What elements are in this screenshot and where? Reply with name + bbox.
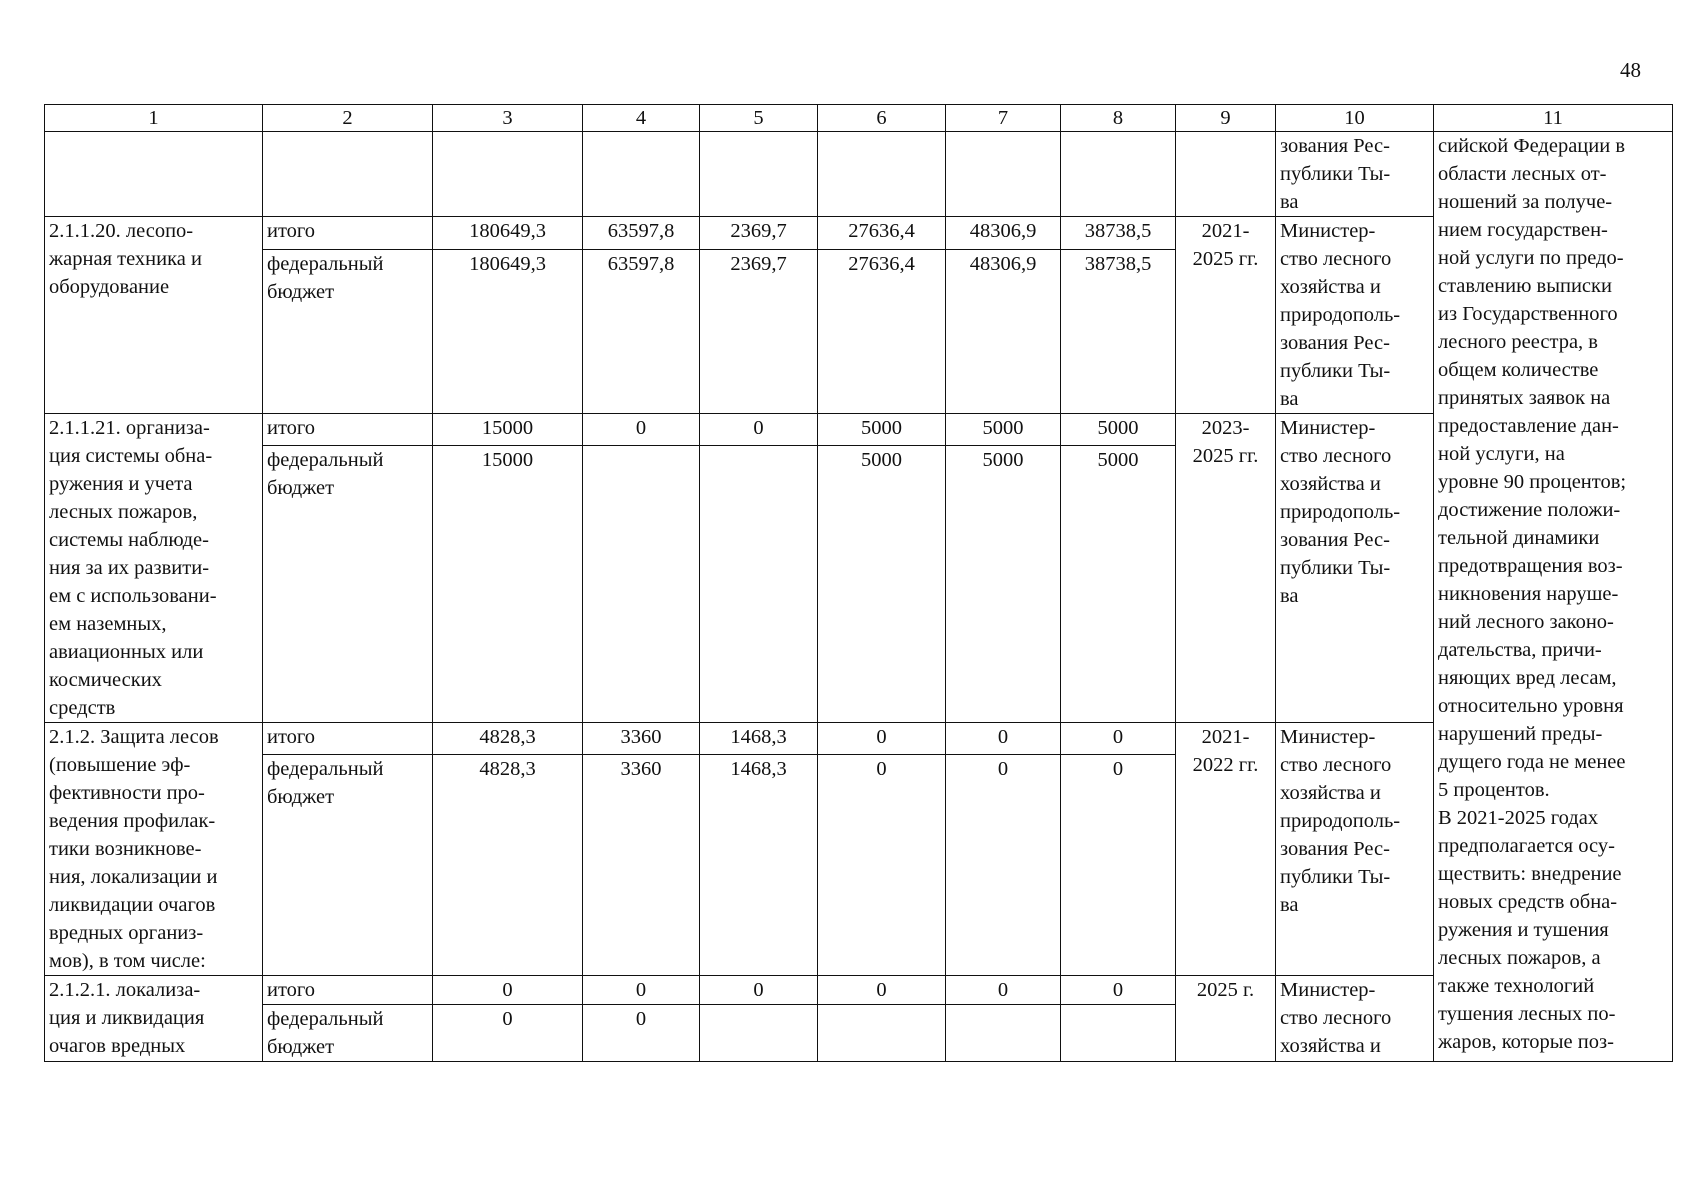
header-col-3: 3 [433, 105, 583, 132]
source-federal-label: федеральный бюджет [263, 755, 433, 976]
federal-value-col-7: 5000 [946, 446, 1061, 723]
total-value-col-3: 15000 [433, 414, 583, 446]
total-value-col-5: 2369,7 [700, 217, 818, 250]
measure-name: 2.1.1.20. лесопо- жарная техника и оборудование [45, 217, 263, 414]
period: 2023- 2025 гг. [1176, 414, 1276, 723]
program-row-total [45, 414, 1673, 446]
header-col-1: 1 [45, 105, 263, 132]
measure-name: 2.1.1.21. организа- ция системы обна- ружения и учета лесных пожаров, системы наблюде- ния за их развити- ем с использовани- ем наземных, авиационных или космических средств [45, 414, 263, 723]
source-total-label: итого [263, 414, 433, 446]
cont-col-3 [433, 132, 583, 217]
header-col-6: 6 [818, 105, 946, 132]
cont-col-6 [818, 132, 946, 217]
federal-value-col-7: 0 [946, 755, 1061, 976]
federal-value-col-5 [700, 446, 818, 723]
header-col-7: 7 [946, 105, 1061, 132]
page-number: 48 [1620, 58, 1641, 82]
federal-value-col-8: 5000 [1061, 446, 1176, 723]
total-value-col-3: 0 [433, 976, 583, 1005]
header-col-4: 4 [583, 105, 700, 132]
source-federal-label: федеральный бюджет [263, 1005, 433, 1062]
total-value-col-6: 0 [818, 723, 946, 755]
executor: Министер- ство лесного хозяйства и природополь- зования Рес- публики Ты- ва [1276, 217, 1434, 414]
federal-value-col-4: 63597,8 [583, 249, 700, 413]
total-value-col-7: 0 [946, 723, 1061, 755]
total-value-col-5: 1468,3 [700, 723, 818, 755]
federal-value-col-8: 38738,5 [1061, 249, 1176, 413]
continuation-row [45, 132, 1673, 217]
federal-value-col-7: 48306,9 [946, 249, 1061, 413]
header-col-5: 5 [700, 105, 818, 132]
header-col-8: 8 [1061, 105, 1176, 132]
total-value-col-7: 48306,9 [946, 217, 1061, 250]
federal-value-col-5: 1468,3 [700, 755, 818, 976]
total-value-col-6: 27636,4 [818, 217, 946, 250]
federal-value-col-3: 0 [433, 1005, 583, 1062]
cont-col-9 [1176, 132, 1276, 217]
total-value-col-4: 0 [583, 976, 700, 1005]
source-federal-label: федеральный бюджет [263, 249, 433, 413]
federal-value-col-4: 3360 [583, 755, 700, 976]
header-col-10: 10 [1276, 105, 1434, 132]
header-col-2: 2 [263, 105, 433, 132]
federal-value-col-3: 180649,3 [433, 249, 583, 413]
executor: Министер- ство лесного хозяйства и [1276, 976, 1434, 1062]
cont-col-5 [700, 132, 818, 217]
total-value-col-6: 5000 [818, 414, 946, 446]
total-value-col-5: 0 [700, 976, 818, 1005]
program-row-total [45, 217, 1673, 250]
federal-value-col-4 [583, 446, 700, 723]
source-total-label: итого [263, 217, 433, 250]
total-value-col-3: 4828,3 [433, 723, 583, 755]
header-col-11: 11 [1434, 105, 1673, 132]
total-value-col-4: 63597,8 [583, 217, 700, 250]
federal-value-col-8: 0 [1061, 755, 1176, 976]
header-row [45, 105, 1673, 132]
cont-executor: зования Рес- публики Ты- ва [1276, 132, 1434, 217]
cont-col-1 [45, 132, 263, 217]
federal-value-col-4: 0 [583, 1005, 700, 1062]
cont-col-2 [263, 132, 433, 217]
program-row-total [45, 976, 1673, 1005]
federal-value-col-3: 4828,3 [433, 755, 583, 976]
federal-value-col-7 [946, 1005, 1061, 1062]
federal-value-col-3: 15000 [433, 446, 583, 723]
total-value-col-8: 0 [1061, 976, 1176, 1005]
federal-value-col-6: 27636,4 [818, 249, 946, 413]
federal-value-col-5: 2369,7 [700, 249, 818, 413]
cont-col-7 [946, 132, 1061, 217]
total-value-col-4: 3360 [583, 723, 700, 755]
total-value-col-8: 0 [1061, 723, 1176, 755]
results-text: сийской Федерации в области лесных от- ношений за получе- нием государствен- ной услуги по предо- ставлению выписки из Государственного лесного реестра, в общем количестве принятых заявок на предоставление дан- ной услуги, на уровне 90 процентов; достижение положи- тельной динамики предотвращения воз- никновения наруше- ний лесного законо- дательства, причи- няющих вред лесам, относительно уровня нарушений преды- дущего года не менее 5 процентов. В 2021-2025 годах предполагается осу- ществить: внедрение новых средств обна- ружения и тушения лесных пожаров, а также технологий тушения лесных по- жаров, которые поз- [1434, 132, 1673, 1062]
federal-value-col-5 [700, 1005, 818, 1062]
source-total-label: итого [263, 723, 433, 755]
period: 2021- 2025 гг. [1176, 217, 1276, 414]
federal-value-col-6 [818, 1005, 946, 1062]
cont-col-4 [583, 132, 700, 217]
federal-value-col-8 [1061, 1005, 1176, 1062]
total-value-col-6: 0 [818, 976, 946, 1005]
measure-name: 2.1.2.1. локализа- ция и ликвидация очагов вредных [45, 976, 263, 1062]
federal-value-col-6: 5000 [818, 446, 946, 723]
source-total-label: итого [263, 976, 433, 1005]
cont-col-8 [1061, 132, 1176, 217]
total-value-col-4: 0 [583, 414, 700, 446]
total-value-col-3: 180649,3 [433, 217, 583, 250]
total-value-col-5: 0 [700, 414, 818, 446]
period: 2025 г. [1176, 976, 1276, 1062]
period: 2021- 2022 гг. [1176, 723, 1276, 976]
federal-value-col-6: 0 [818, 755, 946, 976]
source-federal-label: федеральный бюджет [263, 446, 433, 723]
header-col-9: 9 [1176, 105, 1276, 132]
total-value-col-8: 38738,5 [1061, 217, 1176, 250]
total-value-col-7: 0 [946, 976, 1061, 1005]
program-row-total [45, 723, 1673, 755]
executor: Министер- ство лесного хозяйства и природополь- зования Рес- публики Ты- ва [1276, 723, 1434, 976]
program-table [44, 104, 1673, 1062]
total-value-col-7: 5000 [946, 414, 1061, 446]
executor: Министер- ство лесного хозяйства и природополь- зования Рес- публики Ты- ва [1276, 414, 1434, 723]
measure-name: 2.1.2. Защита лесов (повышение эф- фективности про- ведения профилак- тики возникнове- ния, локализации и ликвидации очагов вредных организ- мов), в том числе: [45, 723, 263, 976]
total-value-col-8: 5000 [1061, 414, 1176, 446]
